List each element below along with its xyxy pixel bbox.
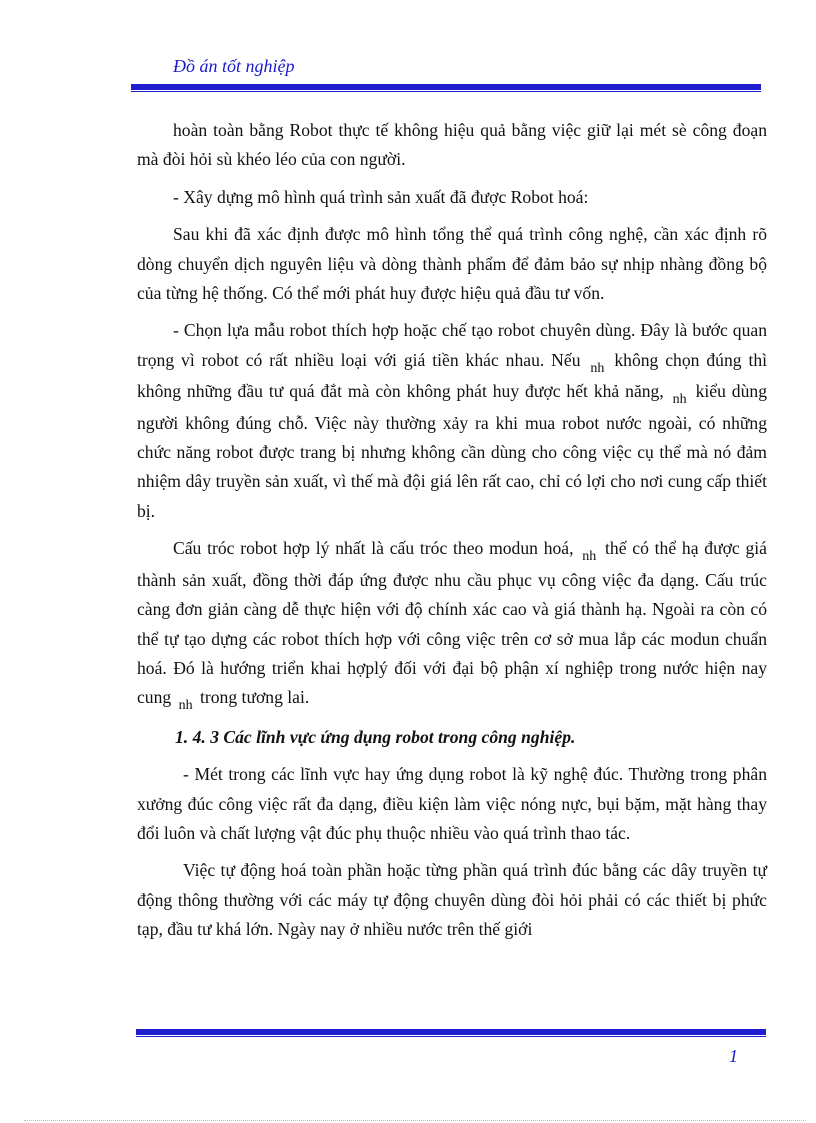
stray-nh-mark: nh — [178, 698, 193, 714]
header-title: Đồ án tốt nghiệp — [173, 56, 295, 76]
paragraph-3: Sau khi đã xác định được mô hình tổng thể quá trình công nghệ, cần xác định rõ dòng chuyển dịch nguyên liệu và dòng thành phẩm để đảm bảo sự nhịp nhàng đồng bộ của từng hệ thống. Có thể mới phát huy được hiệu quả đầu tư vốn. — [137, 224, 767, 304]
paragraph-4 — [137, 316, 767, 526]
stray-nh-mark: nh — [672, 392, 687, 408]
paragraph-5-part-a: Cấu tróc robot hợp lý nhất là cấu tróc theo modun hoá, — [173, 538, 574, 559]
body-text — [137, 116, 767, 945]
stray-nh-mark: nh — [590, 360, 605, 376]
paragraph-7: Việc tự động hoá toàn phần hoặc từng phần quá trình đúc bằng các dây truyền tự động thông thường với các máy tự động chuyên dùng đòi hỏi phải có các thiết bị phức tạp, đầu tư khá lớn. Ngày nay ở nhiều nước trên thế giới — [137, 860, 767, 940]
paragraph-4-part-b: không chọn đúng thì không những đầu tư quá đắt mà còn không phát huy được hết khả năng, — [137, 349, 768, 402]
paragraph-5-part-b: thế có thể hạ được giá thành sản xuất, đồng thời đáp ứng được nhu cầu phục vụ công việc đa dạng. Cấu trúc càng đơn giản càng dễ thực hiện với độ chính xác cao và giá thành hạ. Ngoài ra còn có thể tự tạo dựng các robot thích hợp với công việc trên cơ sở mua lắp các modun chuẩn hoá. Đó là hướng triển khai hợplý đối với đại bộ phận xí nghiệp trong nước hiện nay cung — [137, 538, 767, 708]
paragraph-4-part-a: - Chọn lựa mẫu robot thích hợp hoặc chế tạo robot chuyên dùng. Đây là bước quan trọng vì robot có rất nhiều loại với giá tiền khác nhau. Nếu — [137, 320, 767, 370]
paragraph-6: - Mét trong các lĩnh vực hay ứng dụng robot là kỹ nghệ đúc. Thường trong phân xưởng đúc công việc rất đa dạng, điều kiện làm việc nóng nực, bụi bặm, mặt hàng thay đổi luôn và chất lượng vật đúc phụ thuộc nhiều vào quá trình thao tác. — [137, 764, 767, 843]
paragraph-2: - Xây dựng mô hình quá trình sản xuất đã được Robot hoá: — [173, 186, 589, 207]
paragraph-5-part-c: trong tương lai. — [200, 687, 310, 708]
footer-rule — [136, 1029, 766, 1035]
section-heading: 1. 4. 3 Các lĩnh vực ứng dụng robot trong công nghiệp. — [175, 726, 576, 747]
page-bottom-dotted-border — [24, 1120, 806, 1121]
paragraph-4-part-c: kiểu dùng người không đúng chỗ. Việc này thường xảy ra khi mua robot nước ngoài, có những chức năng robot được trang bị nhưng không cần dùng cho công việc cụ thể mà nó đảm nhiệm dây truyền sản xuất, vì thế mà đội giá lên rất cao, chỉ có lợi cho nơi cung cấp thiết bị. — [137, 381, 767, 521]
paragraph-1: hoàn toàn bằng Robot thực tế không hiệu quả bằng việc giữ lại mét sè công đoạn mà đòi hỏi sù khéo léo của con người. — [137, 120, 767, 170]
stray-nh-mark: nh — [582, 549, 597, 565]
paragraph-5 — [137, 534, 767, 714]
page-number: 1 — [729, 1046, 738, 1066]
header-rule — [131, 84, 761, 90]
